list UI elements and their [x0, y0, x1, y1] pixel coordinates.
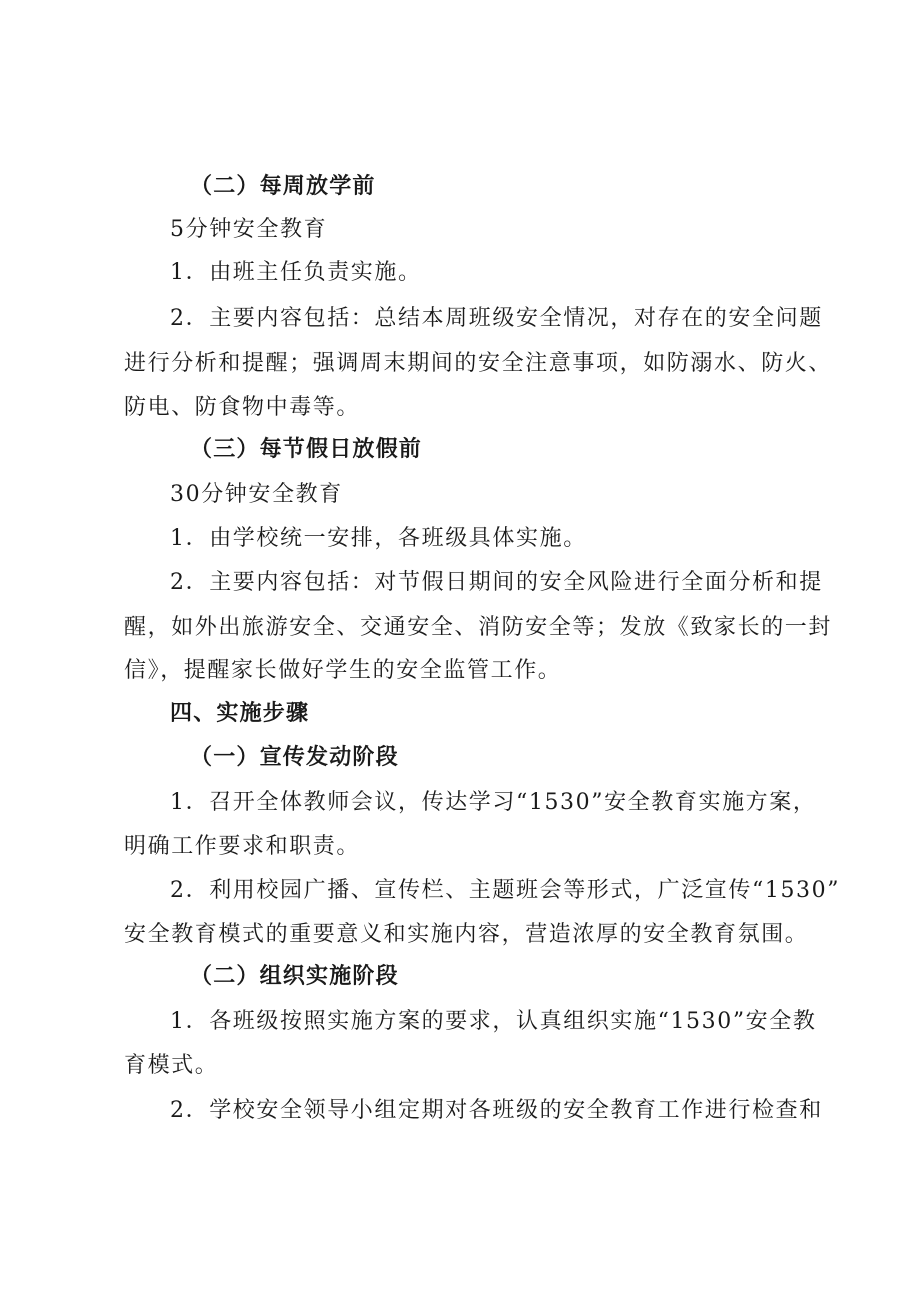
paragraph-line: 2．利用校园广播、宣传栏、主题班会等形式，广泛宣传“1530”	[170, 878, 841, 903]
paragraph-line: 30分钟安全教育	[170, 482, 343, 507]
subsection-heading-weekly: （二）每周放学前	[190, 174, 376, 199]
paragraph-line: 2．主要内容包括：总结本周班级安全情况，对存在的安全问题	[170, 306, 823, 331]
subsection-heading-implementation: （二）组织实施阶段	[190, 964, 399, 989]
paragraph-line: 1．由班主任负责实施。	[170, 260, 422, 285]
paragraph-line: 信》，提醒家长做好学生的安全监管工作。	[124, 658, 562, 683]
subsection-heading-publicity: （一）宣传发动阶段	[190, 745, 399, 770]
paragraph-line: 1．召开全体教师会议，传达学习“1530”安全教育实施方案，	[170, 790, 817, 815]
paragraph-line: 安全教育模式的重要意义和实施内容，营造浓厚的安全教育氛围。	[124, 922, 809, 947]
section-heading-steps: 四、实施步骤	[170, 701, 310, 726]
paragraph-line: 2．主要内容包括：对节假日期间的安全风险进行全面分析和提	[170, 570, 823, 595]
paragraph-line: 进行分析和提醒；强调周末期间的安全注意事项，如防溺水、防火、	[124, 351, 833, 376]
paragraph-line: 1．由学校统一安排，各班级具体实施。	[170, 526, 587, 551]
paragraph-line: 5分钟安全教育	[170, 217, 328, 242]
subsection-heading-holiday: （三）每节假日放假前	[190, 437, 423, 462]
paragraph-line: 防电、防食物中毒等。	[124, 395, 361, 420]
paragraph-line: 1．各班级按照实施方案的要求，认真组织实施“1530”安全教	[170, 1009, 817, 1034]
paragraph-line: 2．学校安全领导小组定期对各班级的安全教育工作进行检查和	[170, 1098, 823, 1123]
paragraph-line: 明确工作要求和职责。	[124, 834, 361, 859]
paragraph-line: 育模式。	[124, 1053, 219, 1078]
paragraph-line: 醒，如外出旅游安全、交通安全、消防安全等；发放《致家长的一封	[124, 615, 833, 640]
